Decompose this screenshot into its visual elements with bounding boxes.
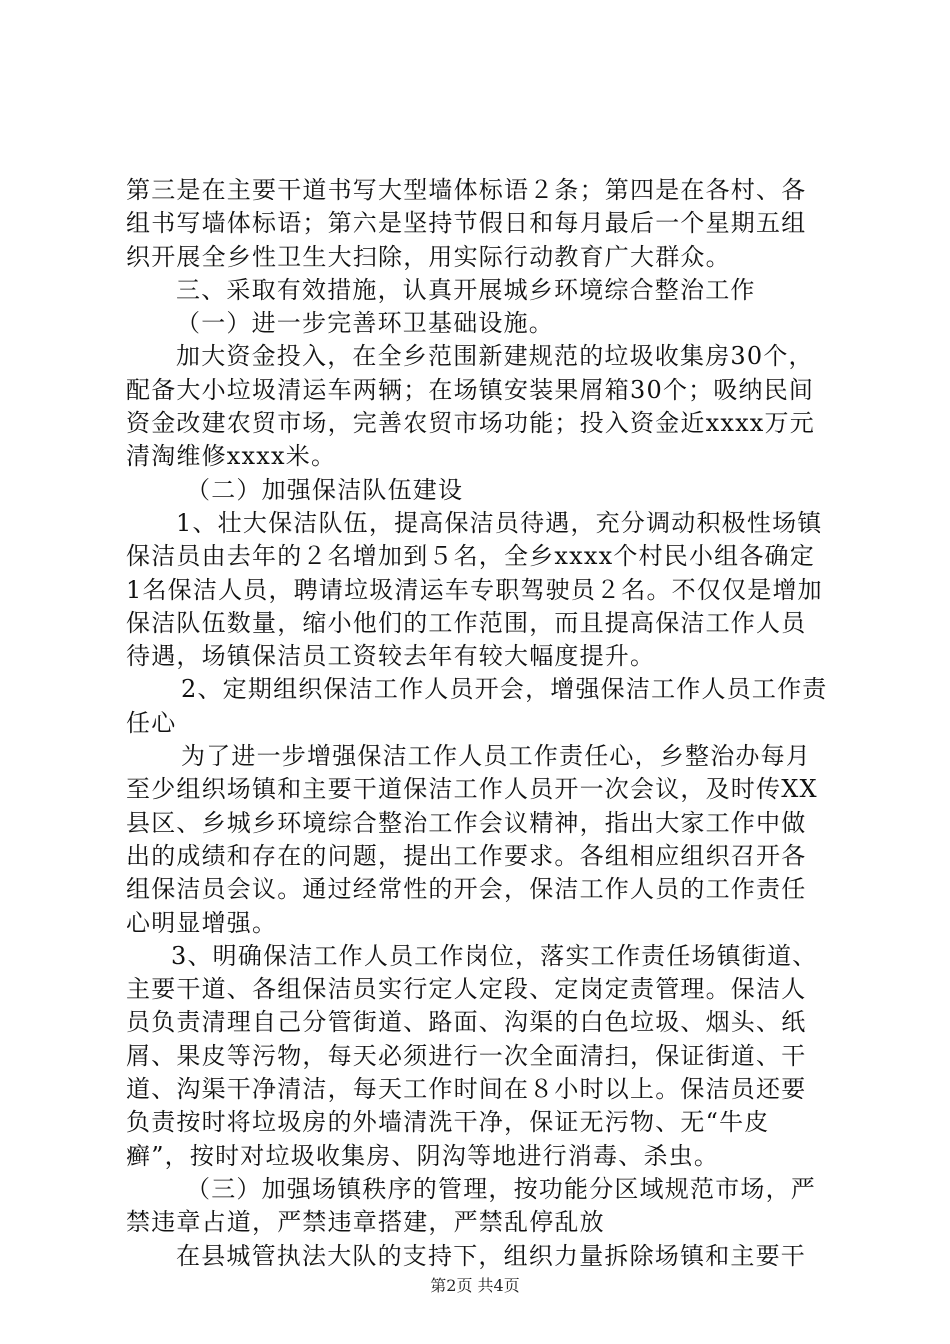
text-line: 配备大小垃圾清运车两辆；在场镇安装果屑箱30个；吸纳民间 <box>126 375 815 404</box>
text-line: 织开展全乡性卫生大扫除，用实际行动教育广大群众。 <box>126 242 731 271</box>
text-line: 心明显增强。 <box>126 908 278 937</box>
text-line: 2、定期组织保洁工作人员开会，增强保洁工作人员工作责 <box>181 675 828 704</box>
text-line: 为了进一步增强保洁工作人员工作责任心，乡整治办每月 <box>181 742 811 771</box>
text-line: （一）进一步完善环卫基础设施。 <box>176 309 554 338</box>
text-line: 主要干道、各组保洁员实行定人定段、定岗定责管理。保洁人 <box>126 975 807 1004</box>
text-line: 出的成绩和存在的问题，提出工作要求。各组相应组织召开各 <box>126 841 807 870</box>
text-line: 3、明确保洁工作人员工作岗位，落实工作责任场镇街道、 <box>171 941 818 970</box>
text-line: （三）加强场镇秩序的管理，按功能分区域规范市场，严 <box>186 1174 816 1203</box>
text-line: 癣”，按时对垃圾收集房、阴沟等地进行消毒、杀虫。 <box>126 1141 720 1170</box>
text-line: 第三是在主要干道书写大型墙体标语２条；第四是在各村、各 <box>126 176 807 204</box>
text-line: 组书写墙体标语；第六是坚持节假日和每月最后一个星期五组 <box>126 209 807 238</box>
text-line: 三、采取有效措施，认真开展城乡环境综合整治工作 <box>176 275 756 304</box>
text-line: 屑、果皮等污物，每天必须进行一次全面清扫，保证街道、干 <box>126 1041 807 1070</box>
page-footer: 第2页 共4页 <box>430 1276 520 1295</box>
text-line: 组保洁员会议。通过经常性的开会，保洁工作人员的工作责任 <box>126 875 807 904</box>
text-line: 加大资金投入，在全乡范围新建规范的垃圾收集房30个， <box>176 342 814 371</box>
text-line: 1名保洁人员，聘请垃圾清运车专职驾驶员２名。不仅仅是增加 <box>126 575 823 604</box>
text-line: 资金改建农贸市场，完善农贸市场功能；投入资金近xxxx万元 <box>126 409 815 438</box>
text-line: 道、沟渠干净清洁，每天工作时间在８小时以上。保洁员还要 <box>126 1075 807 1104</box>
text-line: 至少组织场镇和主要干道保洁工作人员开一次会议，及时传XX <box>126 775 818 804</box>
text-line: 任心 <box>126 708 177 737</box>
text-line: 员负责清理自己分管街道、路面、沟渠的白色垃圾、烟头、纸 <box>126 1008 807 1037</box>
text-line: （二）加强保洁队伍建设 <box>186 475 464 504</box>
text-line: 清淘维修xxxx米。 <box>126 442 337 471</box>
text-line: 县区、乡城乡环境综合整治工作会议精神，指出大家工作中做 <box>126 808 807 837</box>
text-line: 待遇，场镇保洁员工资较去年有较大幅度提升。 <box>126 642 656 671</box>
text-line: 负责按时将垃圾房的外墙清洗干净，保证无污物、无“牛皮 <box>126 1108 770 1137</box>
document-body <box>126 174 832 1273</box>
text-line: 禁违章占道，严禁违章搭建，严禁乱停乱放 <box>126 1208 605 1237</box>
text-line: 在县城管执法大队的支持下，组织力量拆除场镇和主要干 <box>176 1241 806 1270</box>
text-line: 保洁员由去年的２名增加到５名，全乡xxxx个村民小组各确定 <box>126 542 815 571</box>
text-line: 1、壮大保洁队伍，提高保洁员待遇，充分调动积极性场镇 <box>176 508 823 537</box>
text-line: 保洁队伍数量，缩小他们的工作范围，而且提高保洁工作人员 <box>126 608 807 637</box>
